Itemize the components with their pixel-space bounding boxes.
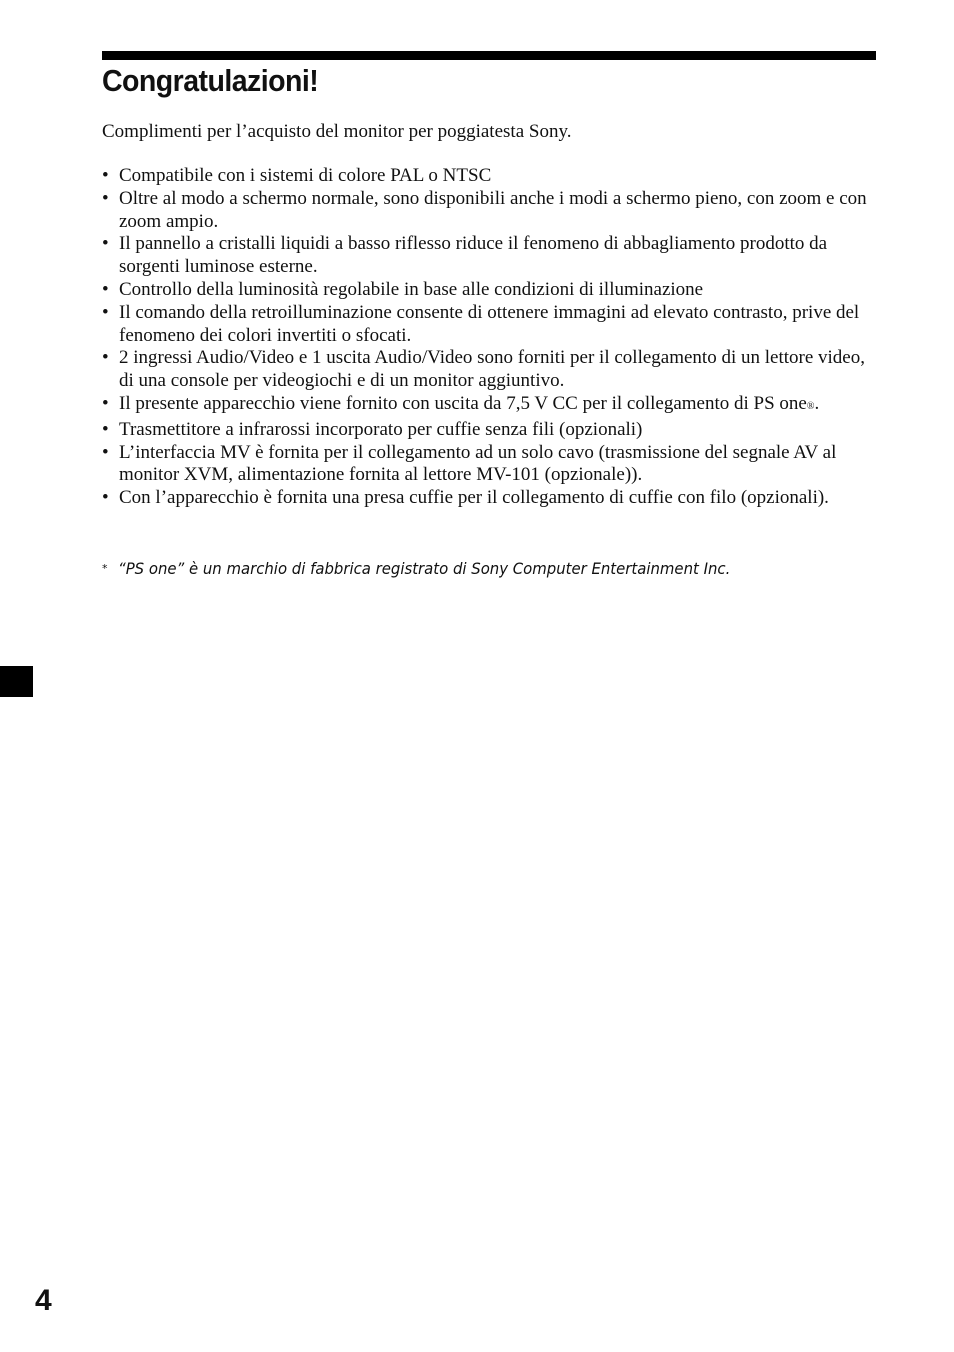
- feature-text: Con l’apparecchio è fornita una presa cuffie per il collegamento di cuffie con filo (opzionali).: [119, 487, 829, 509]
- bullet-icon: •: [102, 441, 109, 463]
- bullet-icon: •: [102, 347, 109, 369]
- bullet-icon: •: [102, 187, 109, 209]
- feature-text: Il presente apparecchio viene fornito con uscita da 7,5 V CC per il collegamento di PS one: [119, 392, 807, 414]
- section-tab-marker: [0, 666, 33, 697]
- feature-text: L’interfaccia MV è fornita per il collegamento ad un solo cavo (trasmissione del segnale AV al monitor XVM, alimentazione fornita al lettore MV-101 (opzionale)).: [119, 441, 837, 486]
- list-item: [102, 393, 872, 419]
- feature-text: Oltre al modo a schermo normale, sono disponibili anche i modi a schermo pieno, con zoom e con zoom ampio.: [119, 187, 867, 232]
- list-item: [102, 487, 872, 510]
- list-item: [102, 165, 872, 188]
- heading-rule: [102, 51, 876, 60]
- bullet-icon: •: [102, 278, 109, 300]
- feature-text: Controllo della luminosità regolabile in base alle condizioni di illuminazione: [119, 278, 704, 300]
- feature-suffix: .: [814, 392, 820, 414]
- feature-text: Compatibile con i sistemi di colore PAL o NTSC: [119, 165, 492, 186]
- asterisk-icon: *: [102, 562, 108, 575]
- feature-text: Il comando della retroilluminazione consente di ottenere immagini ad elevato contrasto, prive del fenomeno dei colori invertiti o sfocati.: [119, 301, 860, 346]
- feature-text: Trasmettitore a infrarossi incorporato per cuffie senza fili (opzionali): [119, 418, 643, 440]
- bullet-icon: •: [102, 165, 109, 186]
- bullet-icon: •: [102, 392, 109, 414]
- list-item: [102, 302, 872, 348]
- list-item: [102, 188, 872, 234]
- list-item: [102, 419, 872, 442]
- feature-list: [102, 165, 872, 510]
- feature-text: 2 ingressi Audio/Video e 1 uscita Audio/Video sono forniti per il collegamento di un lettore video, di una console per videogiochi e di un monitor aggiuntivo.: [119, 347, 865, 392]
- feature-text: Il pannello a cristalli liquidi a basso riflesso riduce il fenomeno di abbagliamento prodotto da sorgenti luminose esterne.: [119, 233, 828, 278]
- list-item: [102, 233, 872, 279]
- intro-paragraph: Complimenti per l’acquisto del monitor per poggiatesta Sony.: [102, 121, 572, 142]
- page-title: Congratulazioni!: [102, 63, 319, 98]
- registered-mark: ®: [806, 400, 815, 412]
- bullet-icon: •: [102, 301, 109, 323]
- list-item: [102, 279, 872, 302]
- bullet-icon: •: [102, 487, 109, 509]
- footnote: [102, 558, 776, 580]
- footnote-text: “PS one” è un marchio di fabbrica registrato di Sony Computer Entertainment Inc.: [118, 559, 731, 578]
- page-number: 4: [35, 1284, 52, 1317]
- list-item: [102, 442, 872, 488]
- bullet-icon: •: [102, 418, 109, 440]
- bullet-icon: •: [102, 233, 109, 255]
- list-item: [102, 347, 872, 393]
